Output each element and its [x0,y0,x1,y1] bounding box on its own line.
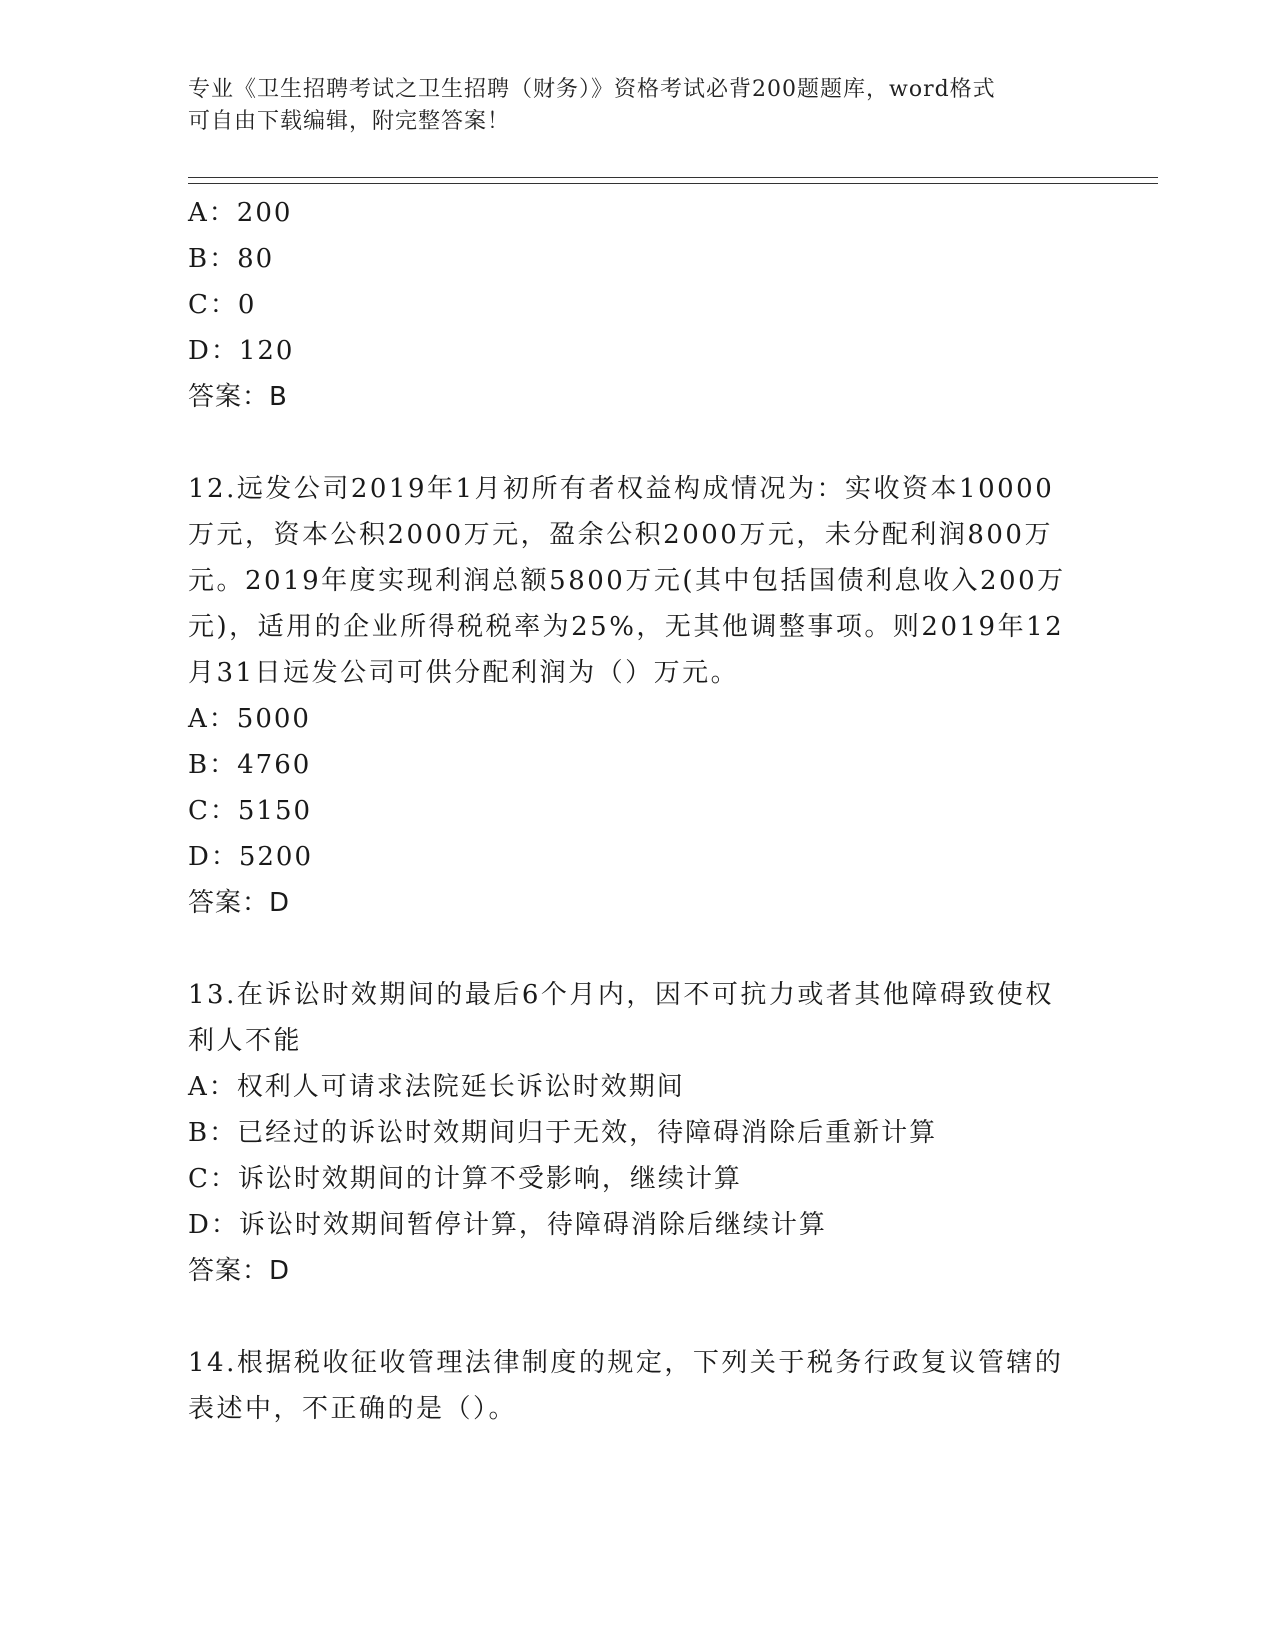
question-line: 元)，适用的企业所得税税率为25%，无其他调整事项。则2019年12 [188,612,1065,642]
document-body [188,190,1088,1432]
option-a: A：权利人可请求法院延长诉讼时效期间 [188,1072,685,1102]
question-line: 12.远发公司2019年1月初所有者权益构成情况为：实收资本10000 [188,474,1055,504]
question-12 [188,466,1088,926]
option-b: B：已经过的诉讼时效期间归于无效，待障碍消除后重新计算 [188,1118,938,1148]
option-d: D：5200 [188,842,314,872]
question-11 [188,190,1088,420]
question-line: 14.根据税收征收管理法律制度的规定，下列关于税务行政复议管辖的 [188,1348,1064,1378]
question-text [188,972,1068,1064]
option-d: D：诉讼时效期间暂停计算，待障碍消除后继续计算 [188,1210,827,1240]
option-b: B：80 [188,244,275,274]
header-rule-top [188,177,1158,178]
answer-label: 答案：B [188,382,288,412]
spacer [188,420,1088,466]
spacer [188,926,1088,972]
option-c: C：0 [188,290,257,320]
header-rule-bottom [188,183,1158,184]
question-13 [188,972,1088,1294]
header-line-1: 专业《卫生招聘考试之卫生招聘（财务）》资格考试必背200题题库，word格式 [188,77,996,102]
question-line: 月31日远发公司可供分配利润为（）万元。 [188,658,740,688]
option-a: A：5000 [188,704,311,734]
document-header [188,74,1068,138]
question-line: 13.在诉讼时效期间的最后6个月内，因不可抗力或者其他障碍致使权 [188,980,1054,1010]
spacer [188,1294,1088,1340]
header-line-2: 可自由下载编辑，附完整答案！ [188,109,511,134]
question-14 [188,1340,1088,1432]
option-d: D：120 [188,336,295,366]
question-line: 表述中，不正确的是（）。 [188,1394,518,1424]
answer-label: 答案：D [188,888,291,918]
question-line: 元。2019年度实现利润总额5800万元(其中包括国债利息收入200万 [188,566,1066,596]
option-c: C：5150 [188,796,313,826]
option-c: C：诉讼时效期间的计算不受影响，继续计算 [188,1164,742,1194]
question-line: 万元，资本公积2000万元，盈余公积2000万元，未分配利润800万 [188,520,1053,550]
question-text [188,466,1068,696]
question-text [188,1340,1068,1432]
question-line: 利人不能 [188,1026,303,1056]
option-a: A：200 [188,198,293,228]
answer-label: 答案：D [188,1256,291,1286]
option-b: B：4760 [188,750,312,780]
